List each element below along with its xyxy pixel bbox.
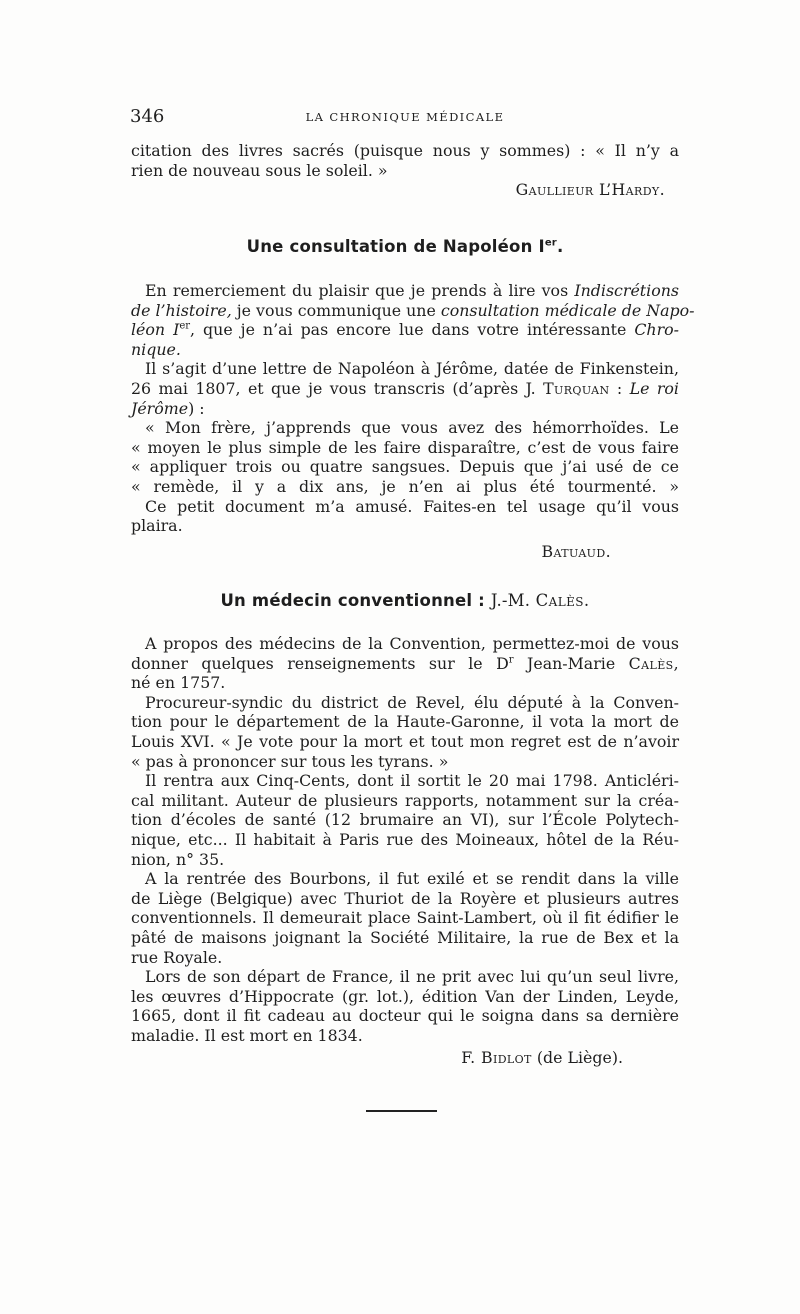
text-line: nique, etc... Il habitait à Paris rue des Moineaux, hôtel de la Réu- [131,829,679,849]
text-line: 1665, dont il fit cadeau au docteur qui le soigna dans sa dernière [131,1006,679,1026]
text-line: A la rentrée des Bourbons, il fut exilé et se rendit dans la ville [145,869,679,889]
text-line: nion, n° 35. [131,849,225,869]
page-number: 346 [130,106,165,127]
text-line: Ce petit document m’a amusé. Faites-en tel usage qu’il vous [145,496,679,516]
text-line: A propos des médecins de la Convention, permettez-moi de vous [145,634,679,653]
signature: F. Bidlot (de Liège). [461,1048,623,1068]
article1-body [131,281,695,561]
text-line: pâté de maisons joignant la Société Militaire, la rue de Bex et la [131,927,679,947]
text-line: donner quelques renseignements sur le $D^r$ Jean-Marie Calès, [131,653,679,673]
title-name-sc: Calès. [535,591,590,610]
title-text: Une consultation de Napoléon I [246,237,545,256]
quote-line: « moyen le plus simple de les faire disparaître, c’est de vous faire [131,437,679,457]
text-line: de Liège (Belgique) avec Thuriot de la Royère et plusieurs autres [131,888,679,908]
text-line: tion d’écoles de santé (12 brumaire an VI), sur l’École Polytech- [131,810,679,830]
text-line: Jérôme) : [131,398,205,418]
text-line: maladie. Il est mort en 1834. [131,1025,363,1045]
previous-article-end [131,141,679,200]
text-line: rien de nouveau sous le soleil. » [131,160,388,180]
signature: Batuaud. [541,541,611,561]
title-text: Un médecin conventionnel : [220,591,491,610]
article-title: Une consultation de Napoléon Ier. [246,237,564,256]
text-line: Lors de son départ de France, il ne prit avec lui qu’un seul livre, [145,967,679,987]
text-line: Il rentra aux Cinq-Cents, dont il sortit le 20 mai 1798. Anticléri- [145,771,679,791]
signature: Gaullieur L’Hardy. [515,180,665,200]
text-line: cal militant. Auteur de plusieurs rapports, notamment sur la créa- [131,790,679,810]
page-header [130,106,680,130]
text-line: Il s’agit d’une lettre de Napoléon à Jérôme, datée de Finkenstein, [145,359,679,379]
text-line: Louis XVI. « Je vote pour la mort et tout mon regret est de n’avoir [131,731,679,751]
text-line: Procureur-syndic du district de Revel, élu député à la Conven- [145,692,679,712]
article-title [131,590,679,612]
text-line: tion pour le département de la Haute-Garonne, il vota la mort de [131,712,679,732]
text-line: né en 1757. [131,673,226,693]
quote-line: « Mon frère, j’apprends que vous avez des hémorrhoïdes. Le [145,418,679,438]
text-line: « pas à prononcer sur tous les tyrans. » [131,751,449,771]
text-line: 26 mai 1807, et que je vous transcris (d’après J. Turquan : Le roi [131,378,679,398]
title-name: J.-M. [490,591,536,610]
text-line: les œuvres d’Hippocrate (gr. lot.), édition Van der Linden, Leyde, [131,986,679,1006]
title-sup: er [544,237,557,249]
text-line: En remerciement du plaisir que je prends à lire vos Indiscrétions [145,281,679,300]
article2-body [131,634,679,1068]
text-line: de l’histoire, je vous communique une consultation médicale de Napo- [131,300,695,320]
text-line: nique. [131,339,181,359]
end-rule [366,1110,437,1112]
text-line: rue Royale. [131,947,223,967]
running-title: LA CHRONIQUE MÉDICALE [305,110,505,124]
quote-line: « remède, il y a dix ans, je n’en ai plus été tourmenté. » [131,476,679,496]
text-line: citation des livres sacrés (puisque nous y sommes) : « Il n’y a [131,141,679,160]
text-line: conventionnels. Il demeurait place Saint-Lambert, où il fit édifier le [131,908,679,928]
text-line: plaira. [131,516,183,536]
quote-line: « appliquer trois ou quatre sangsues. Depuis que j’ai usé de ce [131,457,679,477]
text-line: léon Ier, que je n’ai pas encore lue dans votre intéressante Chro- [131,320,679,340]
